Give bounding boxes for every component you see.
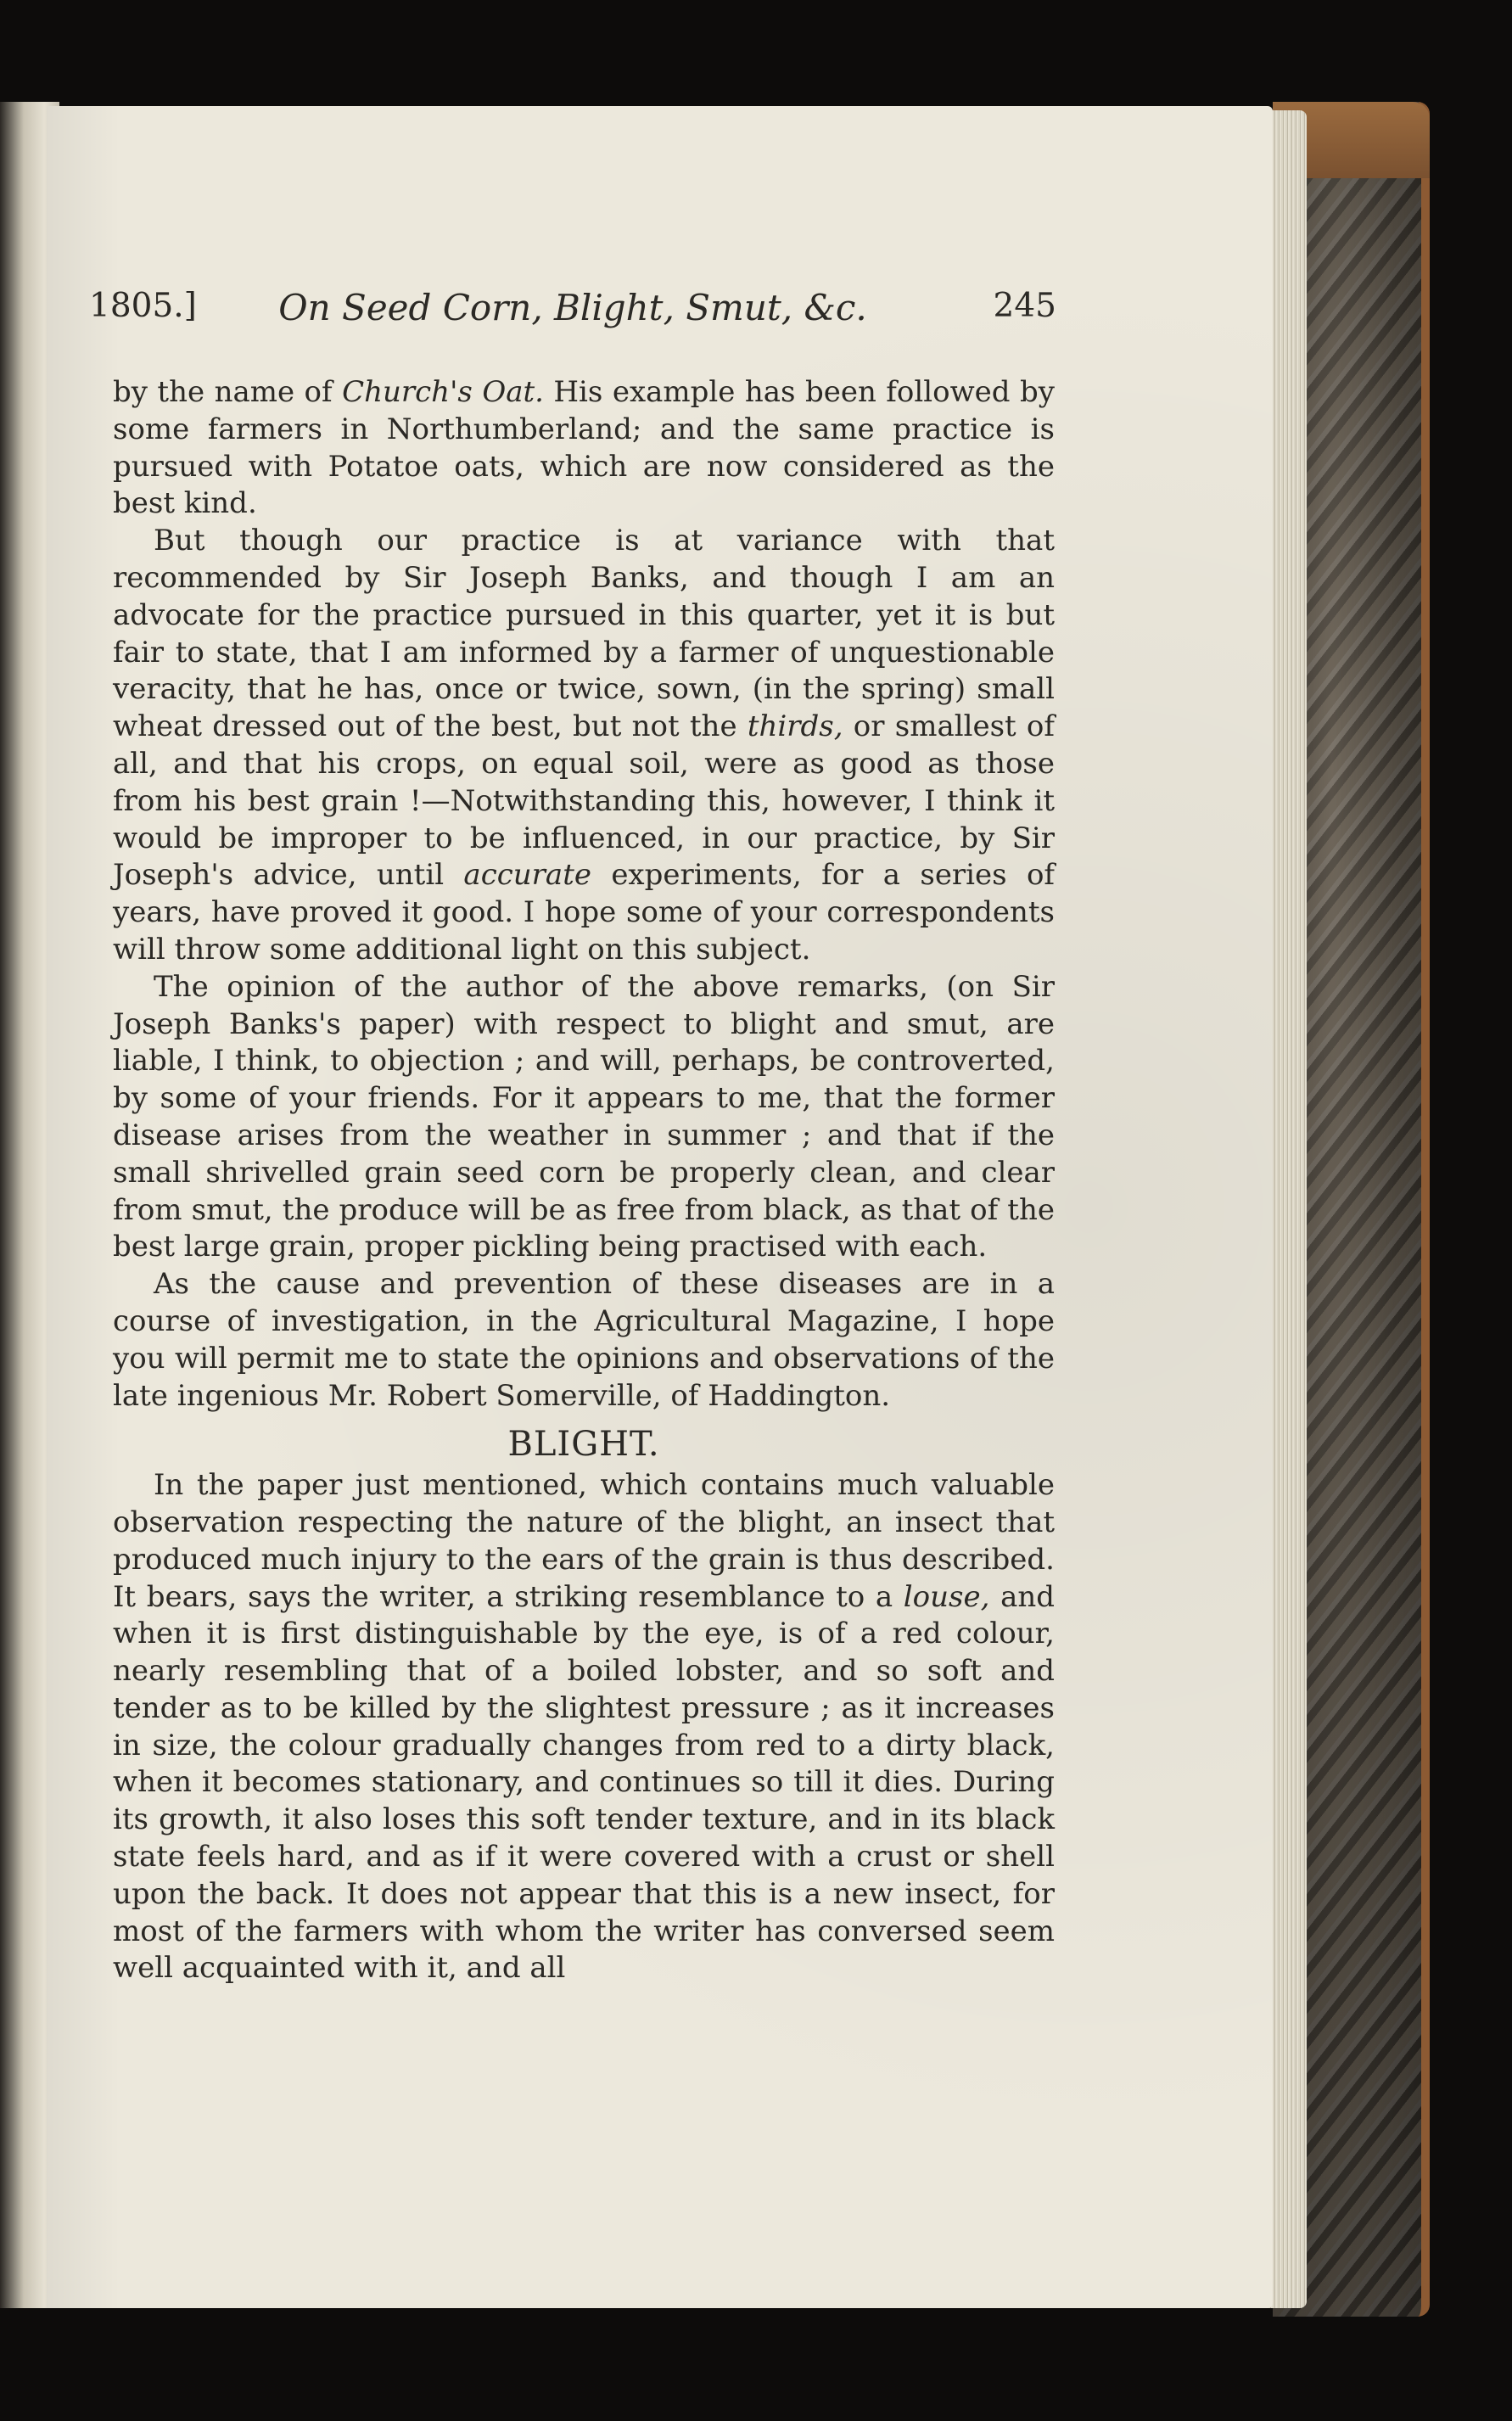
text-run: As the cause and prevention of these diseases are in a course of investigation, in the Agricultural Magazine, I hope you will permit me to state the opinions and observations of the late ingenious Mr. Robert Somerville, of Haddington. [113, 1267, 1055, 1413]
text-run: In the paper just mentioned, which contains much valuable observation respecting the nature of the blight, an insect that produced much injury to the ears of the grain is thus described. It bears, says the writer, a striking resemblance to a [113, 1468, 1055, 1614]
text-run: The opinion of the author of the above remarks, (on Sir Joseph Banks's paper) with respect to blight and smut, are liable, I think, to objection ; and will, perhaps, be controverted, by some of your friends. For it appears to me, that the former disease arises from the weather in summer ; and that if the small shrivelled grain seed corn be properly clean, and clear from smut, the produce will be as free from black, as that of the best large grain, proper pickling being practised with each. [113, 969, 1055, 1264]
text-run: or smallest of all, and that his crops, on equal soil, were as good as those from his best grain !—Notwithstanding this, however, I think it would be improper to be influenced, in our practice, by Sir Joseph's advice, until [113, 709, 1055, 893]
text-run: His example has been followed by some farmers in Northumberland; and the same practice is pursued with Potatoe oats, which are now considered as the best kind. [113, 375, 1055, 521]
paragraph [113, 1266, 1055, 1415]
page-number: 245 [993, 287, 1056, 325]
italic-text: Church's Oat. [342, 375, 544, 409]
italic-text: thirds, [747, 709, 843, 744]
paragraph [113, 969, 1055, 1266]
italic-text: louse, [903, 1579, 990, 1614]
italic-text: accurate [463, 858, 591, 893]
paragraph [113, 523, 1055, 969]
header-year: 1805.] [89, 287, 197, 325]
text-run: But though our practice is at variance with that recommended by Sir Joseph Banks, and though I am an advocate for the practice pursued in this quarter, yet it is but fair to state, that I am informed by a farmer of unquestionable veracity, that he has, once or twice, sown, (in the spring) small wheat dressed out of the best, but not the [113, 524, 1055, 744]
page-body [113, 374, 1055, 1987]
text-run: experiments, for a series of years, have proved it good. I hope some of your correspondents will throw some additional light on this subject. [113, 858, 1056, 967]
header-title: On Seed Corn, Blight, Smut, &c. [278, 287, 867, 328]
running-header [89, 287, 1056, 346]
text-run: BLIGHT. [507, 1425, 660, 1465]
section-heading [113, 1426, 1055, 1464]
text-run: by the name of [113, 375, 343, 409]
text-run: and when it is first distinguishable by the eye, is of a red colour, nearly resembling that of a boiled lobster, and so soft and tender as to be killed by the slightest pressure ; as it increases in size, the colour gradually changes from red to a dirty black, when it becomes stationary, and continues so till it dies. During its growth, it also loses this soft tender texture, and in its black state feels hard, and as if it were covered with a crust or shell upon the back. It does not appear that this is a new insect, for most of the farmers with whom the writer has conversed seem well acquainted with it, and all [113, 1579, 1055, 1986]
paragraph [113, 1467, 1055, 1987]
paragraph [113, 374, 1055, 523]
